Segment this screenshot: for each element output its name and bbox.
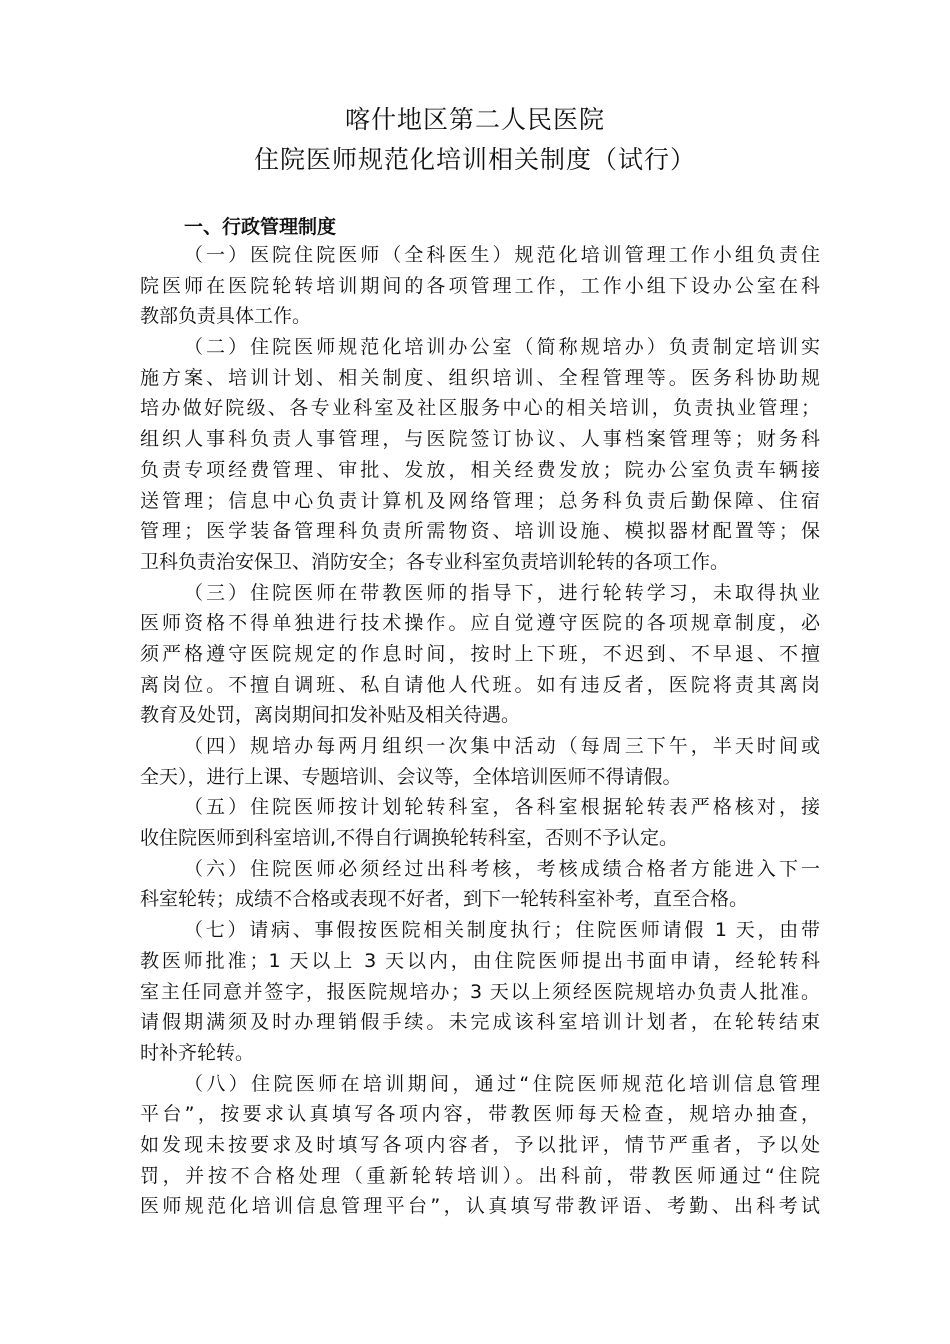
text-line: 科室轮转；成绩不合格或表现不好者，到下一轮转科室补考，直至合格。 xyxy=(140,888,749,911)
text-line: 教医师批准；1 天以上 3 天以内，由住院医师提出书面申请，经轮转科 xyxy=(140,949,820,972)
document-title-hospital: 喀什地区第二人民医院 xyxy=(344,105,605,134)
text-line: 室主任同意并签字，报医院规培办；3 天以上须经医院规培办负责人批准。 xyxy=(140,980,820,1003)
text-line: 卫科负责治安保卫、消防安全；各专业科室负责培训轮转的各项工作。 xyxy=(140,550,730,573)
text-line: 施方案、培训计划、相关制度、组织培训、全程管理等。医务科协助规 xyxy=(140,366,820,389)
text-line: 如发现未按要求及时填写各项内容者，予以批评，情节严重者，予以处 xyxy=(140,1133,820,1156)
text-line: 收住院医师到科室培训,不得自行调换轮转科室，否则不予认定。 xyxy=(140,827,679,850)
text-line: 培办做好院级、各专业科室及社区服务中心的相关培训，负责执业管理； xyxy=(140,397,820,420)
text-line: （七）请病、事假按医院相关制度执行；住院医师请假 1 天，由带 xyxy=(184,919,820,942)
text-line: 送管理；信息中心负责计算机及网络管理；总务科负责后勤保障、住宿 xyxy=(140,489,820,512)
text-line: 离岗位。不擅自调班、私自请他人代班。如有违反者，医院将责其离岗 xyxy=(140,673,820,696)
text-line: 须严格遵守医院规定的作息时间，按时上下班，不迟到、不早退、不擅 xyxy=(140,642,820,665)
text-line: 院医师在医院轮转培训期间的各项管理工作，工作小组下设办公室在科 xyxy=(140,274,820,297)
text-line: 教部负责具体工作。 xyxy=(140,305,312,328)
text-line: 负责专项经费管理、审批、发放，相关经费发放；院办公室负责车辆接 xyxy=(140,458,820,481)
text-line: 管理；医学装备管理科负责所需物资、培训设施、模拟器材配置等；保 xyxy=(140,520,820,543)
text-line: （四）规培办每两月组织一次集中活动（每周三下午，半天时间或 xyxy=(184,735,820,757)
text-line: （三）住院医师在带教医师的指导下，进行轮转学习，未取得执业 xyxy=(184,581,820,604)
document-body xyxy=(140,240,820,1222)
text-line: （六）住院医师必须经过出科考核，考核成绩合格者方能进入下一 xyxy=(184,857,820,880)
text-line: 请假期满须及时办理销假手续。未完成该科室培训计划者，在轮转结束 xyxy=(140,1011,820,1034)
text-line: （八）住院医师在培训期间，通过“住院医师规范化培训信息管理 xyxy=(184,1072,820,1095)
text-line: 组织人事科负责人事管理，与医院签订协议、人事档案管理等；财务科 xyxy=(140,428,820,451)
document-title-regulation: 住院医师规范化培训相关制度（试行） xyxy=(253,145,696,174)
text-line: （二）住院医师规范化培训办公室（简称规培办）负责制定培训实 xyxy=(184,336,820,359)
text-line: 教育及处罚，离岗期间扣发补贴及相关待遇。 xyxy=(140,704,521,727)
text-line: （一）医院住院医师（全科医生）规范化培训管理工作小组负责住 xyxy=(184,244,820,266)
section-heading-administration: 一、行政管理制度 xyxy=(184,216,337,238)
text-line: 医师规范化培训信息管理平台”，认真填写带教评语、考勤、出科考试 xyxy=(140,1195,820,1218)
text-line: 罚，并按不合格处理（重新轮转培训）。出科前，带教医师通过“住院 xyxy=(140,1164,820,1187)
text-line: 医师资格不得单独进行技术操作。应自觉遵守医院的各项规章制度，必 xyxy=(140,612,820,635)
text-line: 平台”，按要求认真填写各项内容，带教医师每天检查，规培办抽查， xyxy=(140,1103,820,1126)
text-line: 全天），进行上课、专题培训、会议等，全体培训医师不得请假。 xyxy=(140,765,682,788)
text-line: （五）住院医师按计划轮转科室，各科室根据轮转表严格核对，接 xyxy=(184,796,820,819)
text-line: 时补齐轮转。 xyxy=(140,1041,255,1064)
